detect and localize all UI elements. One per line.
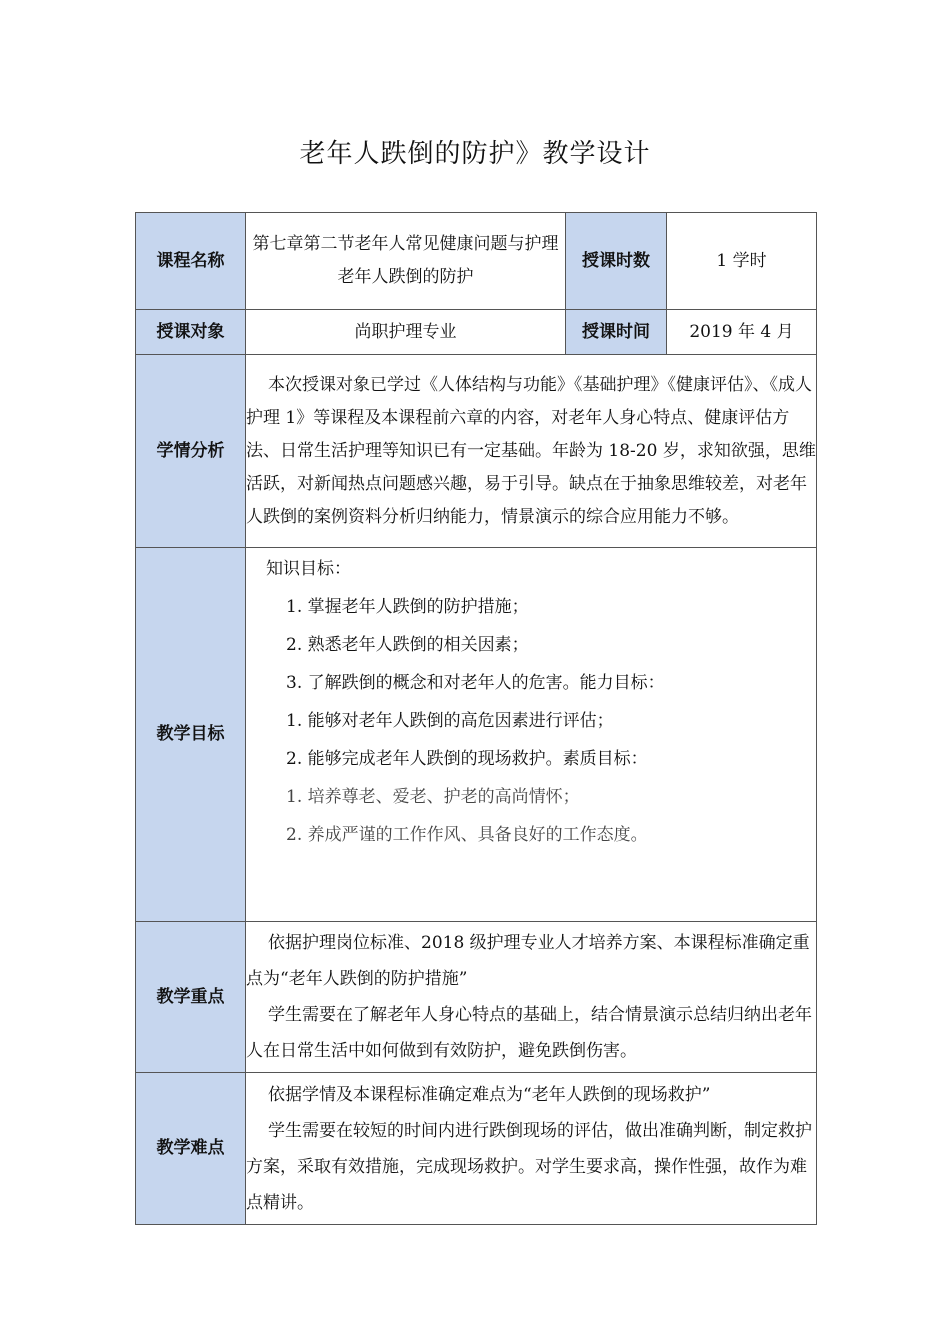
difficulty-label: 教学难点 <box>136 1073 246 1225</box>
difficulty-paragraph-1: 依据学情及本课程标准确定难点为“老年人跌倒的现场救护” <box>268 1084 711 1105</box>
key-paragraph-2: 学生需要在了解老年人身心特点的基础上，结合情景演示总结归纳出老年人在日常生活中如何做到有效防护，避免跌倒伤害。 <box>246 1005 812 1061</box>
row-difficulty <box>136 1073 817 1225</box>
goal-line: 2. 养成严谨的工作作风、具备良好的工作态度。 <box>286 825 648 845</box>
analysis-text: 本次授课对象已学过《人体结构与功能》《基础护理》《健康评估》、《成人护理 1》等课程及本课程前六章的内容，对老年人身心特点、健康评估方法、日常生活护理等知识已有一定基础。年龄为 18-20 岁，求知欲强，思维活跃，对新闻热点问题感兴趣，易于引导。缺点在于抽象思维较差，对老年人跌倒的案例资料分析归纳能力，情景演示的综合应用能力不够。 <box>246 374 816 527</box>
hours-label: 授课时数 <box>566 213 667 310</box>
goals-cell <box>246 548 817 922</box>
audience-label: 授课对象 <box>136 310 246 355</box>
difficulty-cell <box>246 1073 817 1225</box>
analysis-cell <box>246 355 817 548</box>
time-label: 授课时间 <box>566 310 667 355</box>
row-goals <box>136 548 817 922</box>
key-cell <box>246 922 817 1073</box>
goal-line: 1. 能够对老年人跌倒的高危因素进行评估； <box>286 711 614 731</box>
goal-line: 知识目标： <box>266 559 351 579</box>
goal-line: 1. 掌握老年人跌倒的防护措施； <box>286 597 529 617</box>
audience-value: 尚职护理专业 <box>246 310 566 355</box>
course-name-label: 课程名称 <box>136 213 246 310</box>
goal-line: 3. 了解跌倒的概念和对老年人的危害。能力目标： <box>286 673 665 693</box>
goal-line: 2. 能够完成老年人跌倒的现场救护。素质目标： <box>286 749 648 769</box>
analysis-label: 学情分析 <box>136 355 246 548</box>
lesson-plan-table <box>135 212 817 1225</box>
key-paragraph-1: 依据护理岗位标准、2018 级护理专业人才培养方案、本课程标准确定重点为“老年人跌倒的防护措施” <box>246 933 810 989</box>
time-value: 2019 年 4 月 <box>667 310 817 355</box>
goals-label: 教学目标 <box>136 548 246 922</box>
row-key-points <box>136 922 817 1073</box>
row-analysis <box>136 355 817 548</box>
key-label: 教学重点 <box>136 922 246 1073</box>
course-name-value: 第七章第二节老年人常见健康问题与护理老年人跌倒的防护 <box>246 213 566 310</box>
goal-line: 1. 培养尊老、爱老、护老的高尚情怀； <box>286 787 580 807</box>
difficulty-paragraph-2: 学生需要在较短的时间内进行跌倒现场的评估，做出准确判断，制定救护方案，采取有效措施，完成现场救护。对学生要求高，操作性强，故作为难点精讲。 <box>246 1120 812 1213</box>
row-audience <box>136 310 817 355</box>
row-course-name <box>136 213 817 310</box>
hours-value: 1 学时 <box>667 213 817 310</box>
page-title: 老年人跌倒的防护》教学设计 <box>299 139 651 169</box>
goal-line: 2. 熟悉老年人跌倒的相关因素； <box>286 635 529 655</box>
goals-spacer <box>246 854 816 896</box>
